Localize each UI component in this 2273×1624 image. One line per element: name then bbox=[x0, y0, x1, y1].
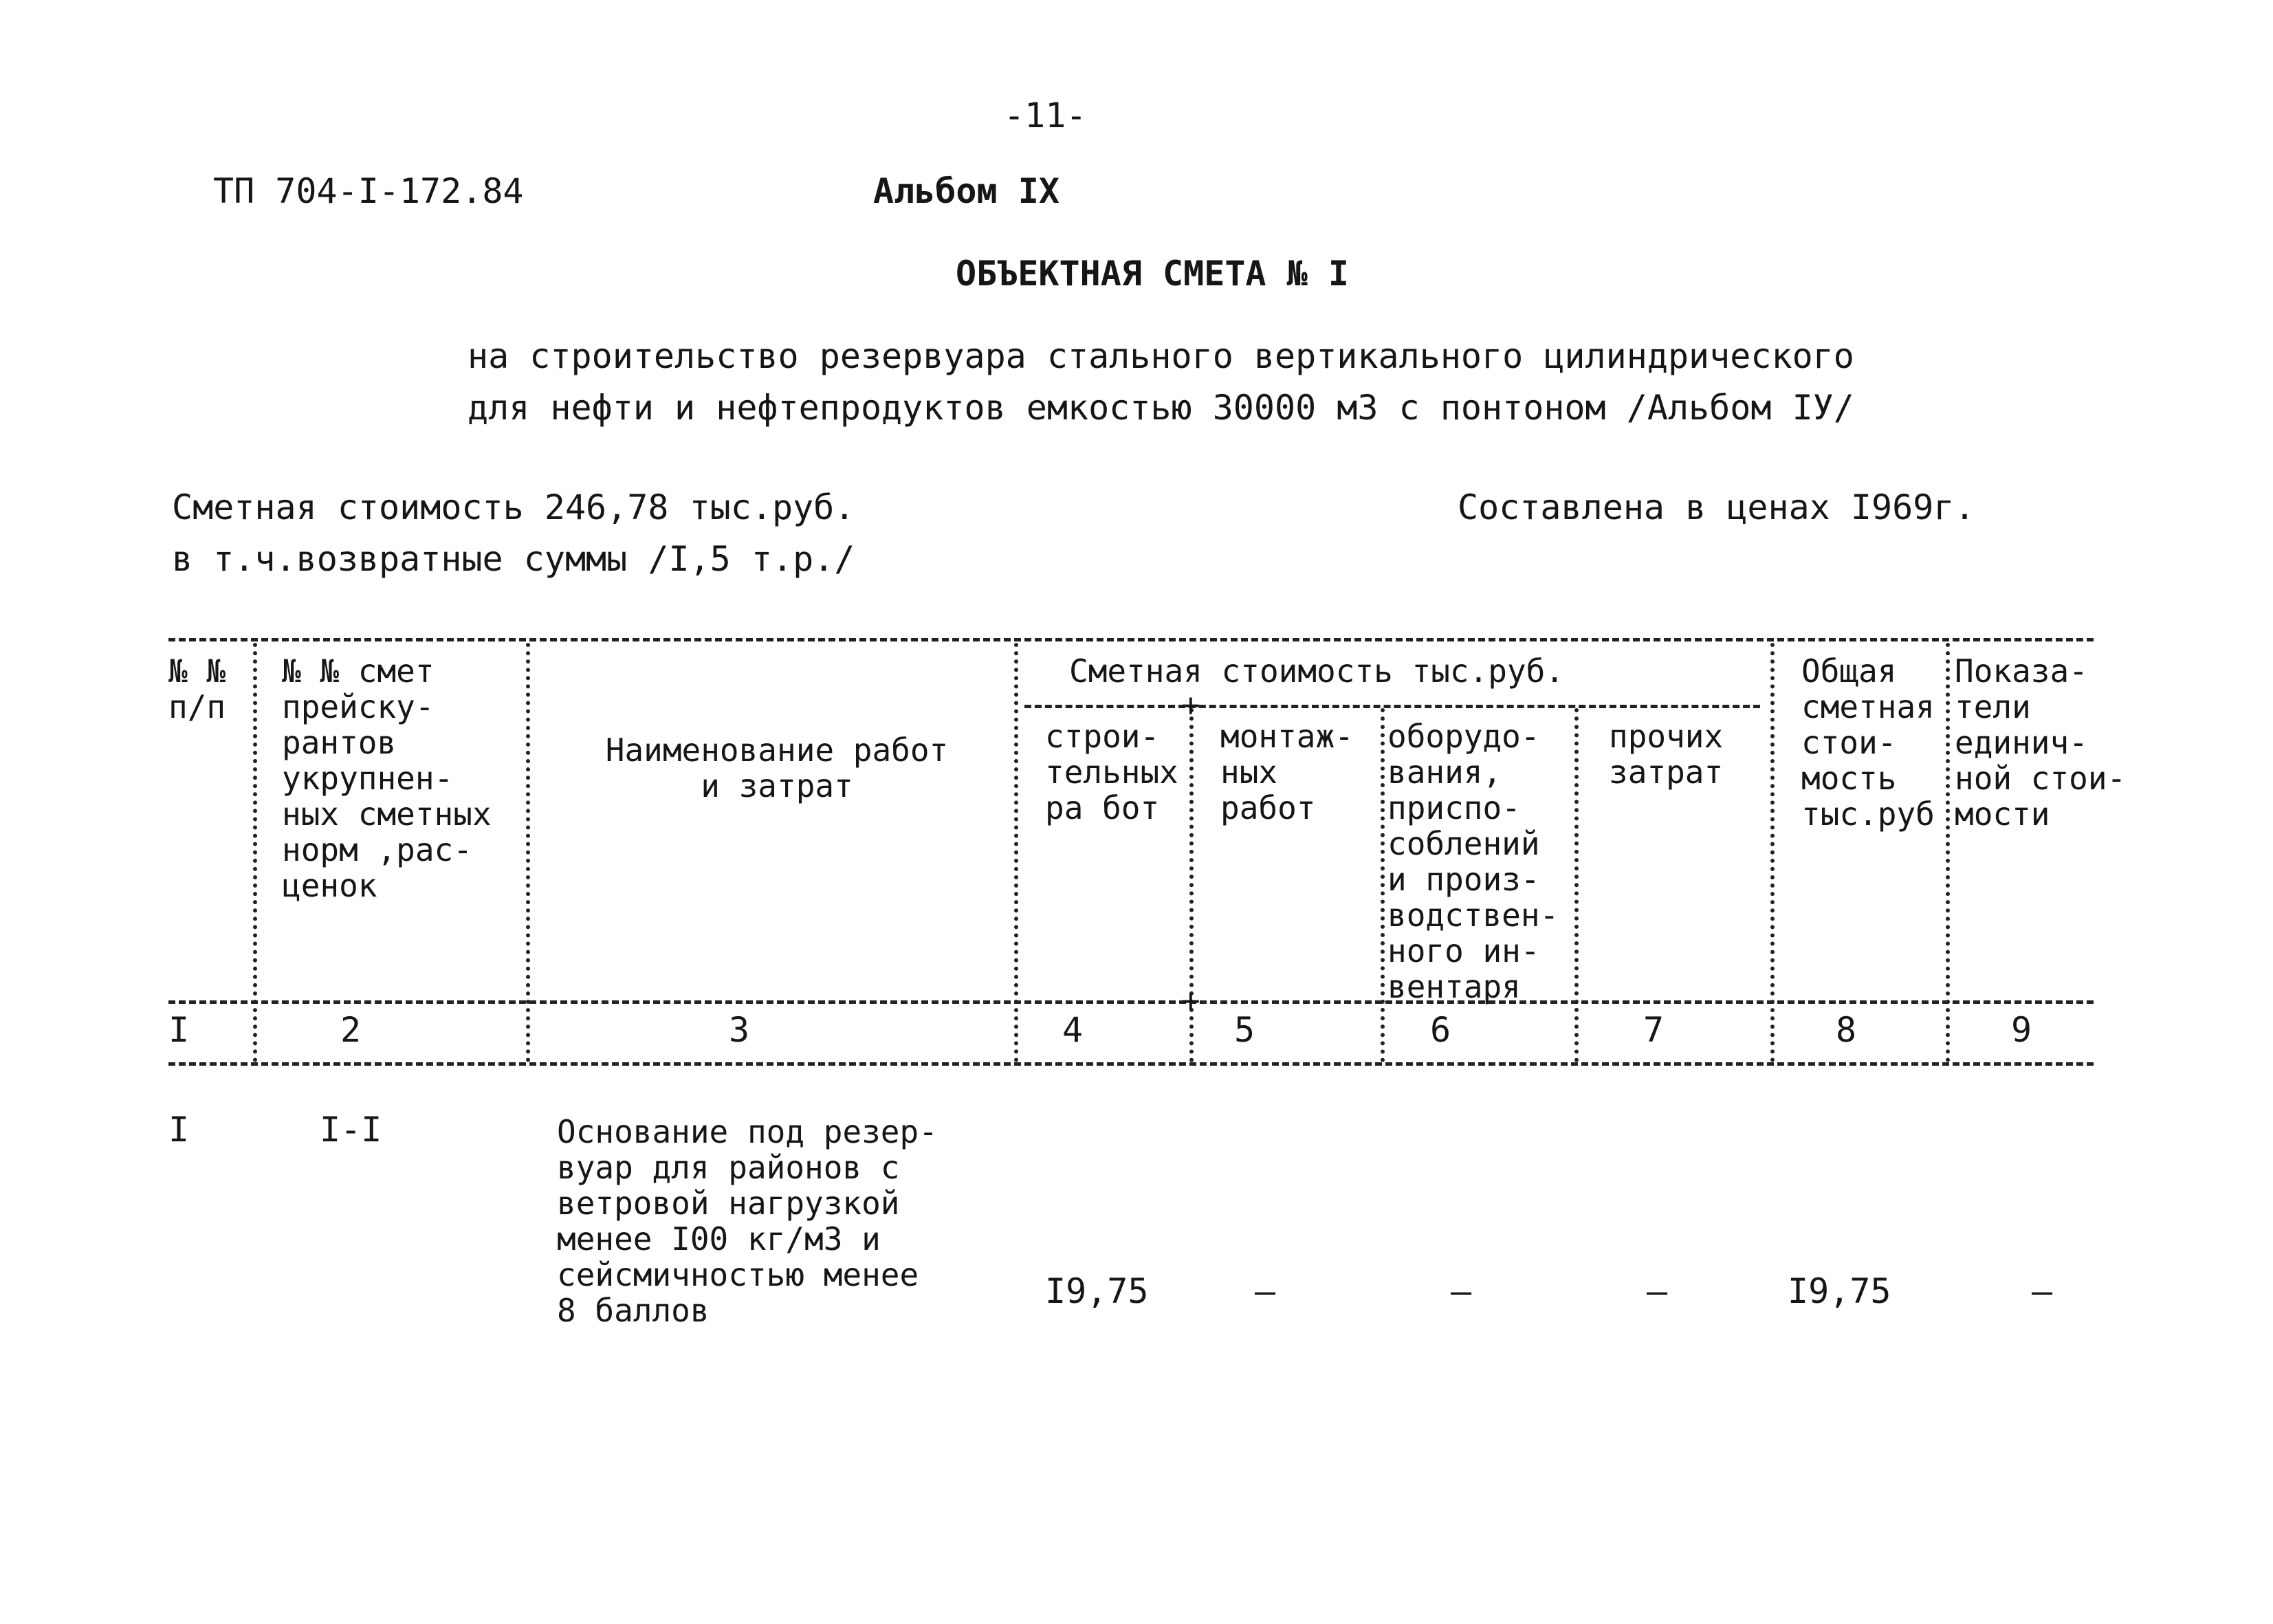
estimated-cost: Сметная стоимость 246,78 тыс.руб. bbox=[172, 487, 855, 527]
column-divider-3 bbox=[1014, 643, 1018, 1062]
document-title: ОБЪЕКТНАЯ СМЕТА № I bbox=[956, 254, 1349, 294]
row-total-cost: I9,75 bbox=[1788, 1271, 1891, 1311]
table-crossing-mark: + bbox=[1181, 982, 1200, 1019]
row-number: I bbox=[168, 1110, 190, 1150]
header-total-cost: Общая сметная стои- мость тыс.руб bbox=[1801, 652, 1935, 833]
column-divider-2 bbox=[526, 643, 530, 1062]
column-number: 5 bbox=[1234, 1010, 1255, 1050]
returnable-sums: в т.ч.возвратные суммы /I,5 т.р./ bbox=[172, 539, 855, 579]
row-installation-cost: – bbox=[1255, 1271, 1276, 1311]
column-number: 7 bbox=[1643, 1010, 1665, 1050]
group-header-rule bbox=[1024, 705, 1760, 708]
column-number: 6 bbox=[1430, 1010, 1451, 1050]
header-equipment: оборудо- вания, приспо- соблений и произ- водствен- ного ин- вентаря bbox=[1387, 718, 1559, 1005]
column-divider-5 bbox=[1381, 708, 1385, 1062]
document-code: ТП 704-I-172.84 bbox=[213, 171, 524, 211]
column-divider-7 bbox=[1770, 643, 1775, 1062]
table-crossing-mark: + bbox=[1181, 686, 1200, 723]
column-number: 8 bbox=[1836, 1010, 1857, 1050]
column-number: 3 bbox=[729, 1010, 750, 1050]
page-number: -11- bbox=[1004, 96, 1087, 135]
column-divider-8 bbox=[1946, 643, 1950, 1062]
column-number: 4 bbox=[1062, 1010, 1084, 1050]
table-top-rule bbox=[168, 638, 2094, 641]
header-row-number: № № п/п bbox=[168, 652, 226, 725]
prices-year: Составлена в ценах I969г. bbox=[1458, 487, 1975, 527]
column-divider-1 bbox=[253, 643, 257, 1062]
album-label: Альбом IX bbox=[873, 171, 1059, 211]
header-bottom-rule bbox=[168, 1000, 2094, 1004]
row-work-name: Основание под резер- вуар для районов с ветровой нагрузкой менее I00 кг/м3 и сейсмичностью менее 8 баллов bbox=[557, 1113, 938, 1329]
column-number: 2 bbox=[340, 1010, 362, 1050]
header-other-costs: прочих затрат bbox=[1609, 718, 1724, 791]
header-unit-indicators: Показа- тели единич- ной стои- мости bbox=[1955, 652, 2127, 833]
header-installation: монтаж- ных работ bbox=[1220, 718, 1354, 826]
row-construction-cost: I9,75 bbox=[1045, 1271, 1149, 1311]
header-construction: строи- тельных ра бот bbox=[1045, 718, 1178, 826]
header-reference: № № смет прейску- рантов укрупнен- ных сметных норм ,рас- ценок bbox=[282, 652, 492, 904]
header-estimated-cost-group: Сметная стоимость тыс.руб. bbox=[1069, 652, 1565, 690]
subtitle-line-2: для нефти и нефтепродуктов емкостью 30000 м3 с понтоном /Альбом IУ/ bbox=[468, 388, 1854, 428]
subtitle-line-1: на строительство резервуара стального вертикального цилиндрического bbox=[468, 336, 1854, 376]
row-other-cost: – bbox=[1647, 1271, 1668, 1311]
column-divider-6 bbox=[1574, 708, 1579, 1062]
column-number: I bbox=[168, 1010, 190, 1050]
column-numbers-rule bbox=[168, 1062, 2094, 1066]
header-work-name: Наименование работ и затрат bbox=[605, 732, 949, 804]
row-reference: I-I bbox=[320, 1110, 382, 1150]
row-unit-indicator: – bbox=[2032, 1271, 2053, 1311]
column-number: 9 bbox=[2011, 1010, 2032, 1050]
row-equipment-cost: – bbox=[1451, 1271, 1472, 1311]
